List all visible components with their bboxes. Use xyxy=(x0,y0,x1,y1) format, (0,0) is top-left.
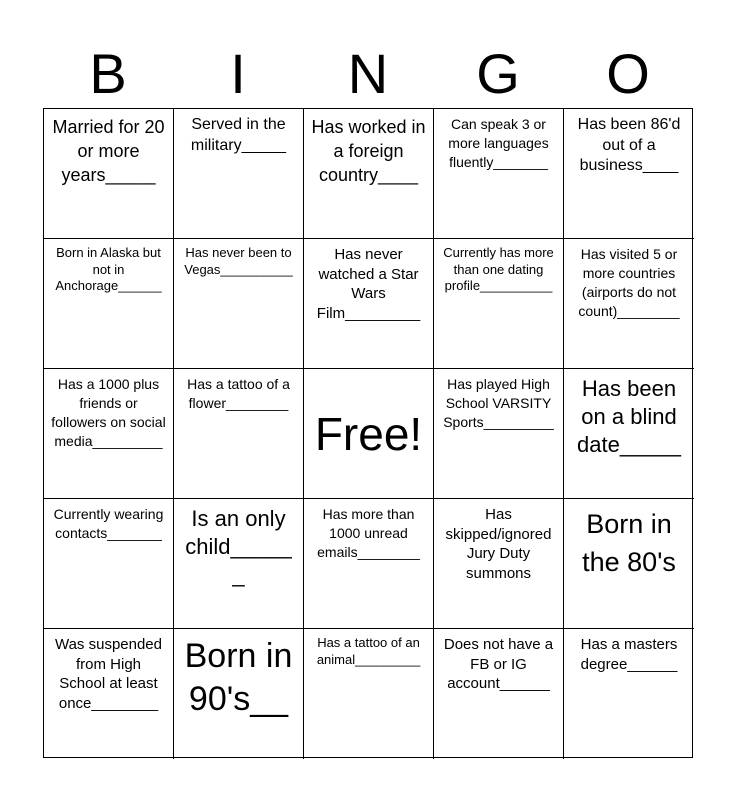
free-cell xyxy=(304,369,434,499)
cell-text: Has been 86'd out of a business____ xyxy=(577,116,681,174)
bingo-cell xyxy=(174,109,304,239)
bingo-grid xyxy=(43,108,693,758)
cell-text: Has skipped/ignored Jury Duty summons xyxy=(445,506,552,582)
bingo-cell xyxy=(174,369,304,499)
cell-text: Born in 90's__ xyxy=(184,637,293,718)
bingo-cell xyxy=(564,109,694,239)
bingo-cell xyxy=(564,629,694,759)
bingo-cell xyxy=(564,239,694,369)
header-letter-o: O xyxy=(606,42,650,105)
cell-text: Is an only child______ xyxy=(185,506,292,587)
bingo-cell xyxy=(44,239,174,369)
cell-text: Born in the 80's xyxy=(582,509,676,577)
cell-text: Has never watched a Star Wars Film_________ xyxy=(316,246,421,322)
cell-text: Has visited 5 or more countries (airports do not count)________ xyxy=(578,246,680,319)
bingo-cell xyxy=(174,499,304,629)
cell-text: Has a 1000 plus friends or followers on social media_________ xyxy=(51,376,166,449)
cell-text: Currently has more than one dating profile__________ xyxy=(443,245,554,293)
cell-text: Currently wearing contacts_______ xyxy=(53,506,164,541)
bingo-cell xyxy=(304,239,434,369)
bingo-cell xyxy=(44,369,174,499)
bingo-cell xyxy=(434,369,564,499)
header-letter-b: B xyxy=(89,42,127,105)
cell-text: Has played High School VARSITY Sports_________ xyxy=(443,376,554,430)
bingo-cell xyxy=(304,499,434,629)
bingo-cell xyxy=(44,499,174,629)
cell-text: Has worked in a foreign country____ xyxy=(311,117,426,185)
bingo-cell xyxy=(564,369,694,499)
header-letter-n: N xyxy=(347,42,389,105)
cell-text: Can speak 3 or more languages fluently_______ xyxy=(448,116,549,170)
cell-text: Has a tattoo of a flower________ xyxy=(187,376,290,411)
bingo-cell xyxy=(174,239,304,369)
cell-text: Has more than 1000 unread emails________ xyxy=(317,506,420,560)
cell-text: Has never been to Vegas__________ xyxy=(184,245,293,277)
bingo-cell xyxy=(174,629,304,759)
free-text: Free! xyxy=(314,407,423,460)
cell-text: Served in the military_____ xyxy=(190,116,287,154)
bingo-cell xyxy=(304,629,434,759)
bingo-cell xyxy=(564,499,694,629)
header-letter-g: G xyxy=(476,42,520,105)
bingo-cell xyxy=(434,499,564,629)
bingo-cell xyxy=(44,109,174,239)
cell-text: Married for 20 or more years_____ xyxy=(52,117,165,185)
bingo-cell xyxy=(44,629,174,759)
cell-text: Has been on a blind date_____ xyxy=(577,376,681,457)
bingo-cell xyxy=(434,239,564,369)
bingo-cell xyxy=(304,109,434,239)
cell-text: Does not have a FB or IG account______ xyxy=(443,636,554,692)
cell-text: Has a masters degree______ xyxy=(580,636,678,673)
bingo-cell xyxy=(434,629,564,759)
bingo-cell xyxy=(434,109,564,239)
cell-text: Was suspended from High School at least once________ xyxy=(54,636,162,712)
header-letter-i: I xyxy=(230,42,246,105)
cell-text: Has a tattoo of an animal_________ xyxy=(316,635,421,667)
cell-text: Born in Alaska but not in Anchorage______ xyxy=(55,245,162,293)
bingo-header xyxy=(43,40,693,108)
